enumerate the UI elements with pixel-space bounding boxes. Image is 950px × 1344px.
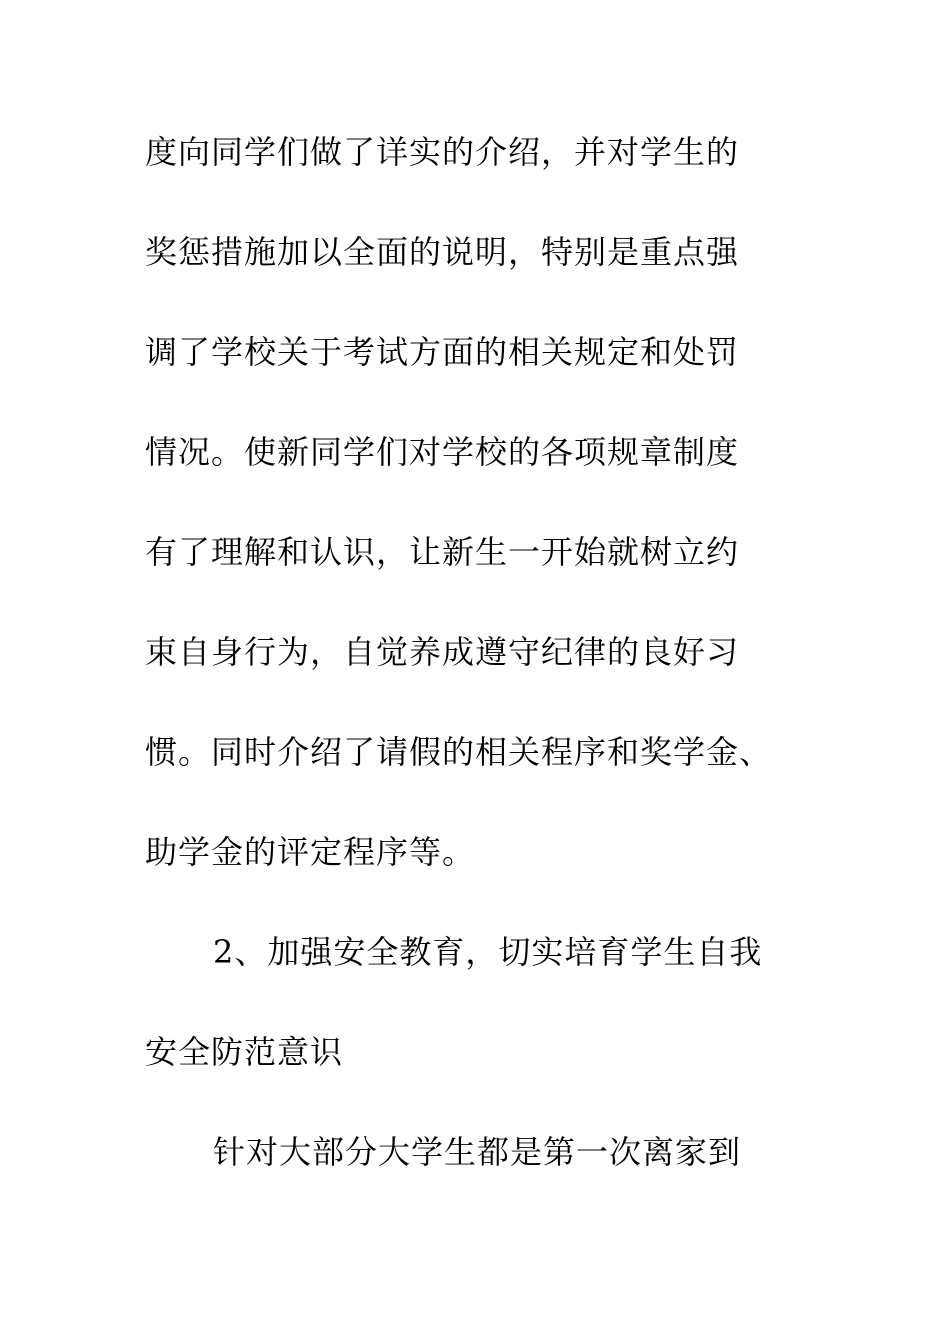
paragraph-line: 度向同学们做了详实的介绍，并对学生的 <box>145 133 740 171</box>
paragraph-line: 束自身行为，自觉养成遵守纪律的良好习 <box>145 633 740 671</box>
paragraph-line: 针对大部分大学生都是第一次离家到 <box>213 1133 742 1171</box>
paragraph-line: 调了学校关于考试方面的相关规定和处罚 <box>145 333 740 371</box>
section-heading-line: 2、加强安全教育，切实培育学生自我 <box>213 933 763 971</box>
section-heading-line: 安全防范意识 <box>145 1033 344 1071</box>
paragraph-line: 有了理解和认识，让新生一开始就树立约 <box>145 533 740 571</box>
paragraph-line: 助学金的评定程序等。 <box>145 833 476 871</box>
paragraph-line: 情况。使新同学们对学校的各项规章制度 <box>145 433 740 471</box>
paragraph-line: 惯。同时介绍了请假的相关程序和奖学金、 <box>145 733 773 771</box>
paragraph-line: 奖惩措施加以全面的说明，特别是重点强 <box>145 233 740 271</box>
